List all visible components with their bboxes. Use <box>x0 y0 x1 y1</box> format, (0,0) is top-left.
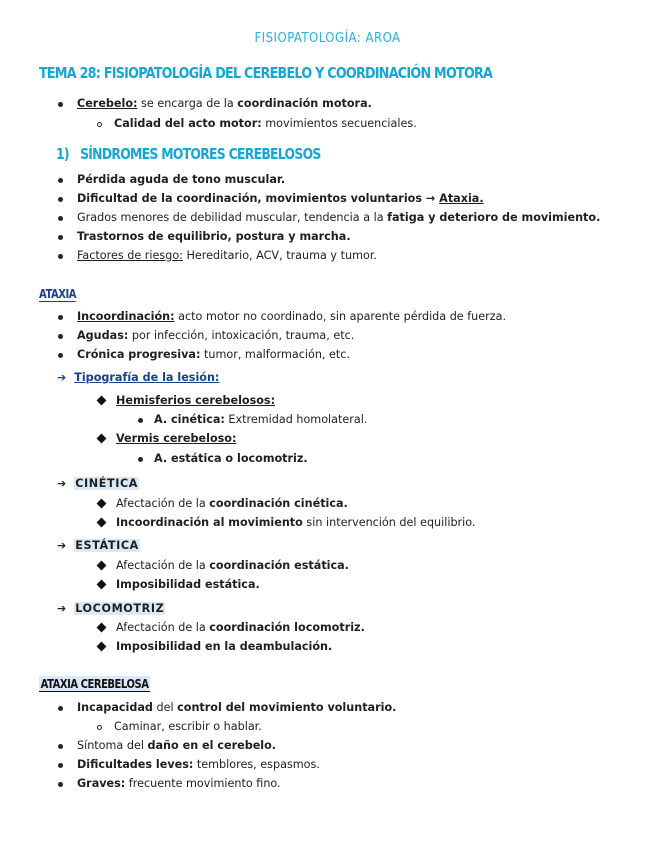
list-item <box>57 539 140 553</box>
bullet-circle <box>97 725 102 730</box>
arrow-right-icon: ➔ <box>57 539 67 552</box>
bullet-dot <box>138 418 143 423</box>
item-bold: daño en el cerebelo. <box>147 739 277 752</box>
item-label: Graves: <box>77 777 126 790</box>
list-item <box>98 559 349 573</box>
section-title: SÍNDROMES MOTORES CEREBELOSOS <box>80 145 321 163</box>
item-text: Pérdida aguda de tono muscular. <box>77 173 286 186</box>
arrow-right-icon: ➔ <box>57 602 67 615</box>
item-label: A. cinética: <box>154 413 225 426</box>
list-item <box>58 97 372 111</box>
list-item <box>58 192 484 206</box>
list-item <box>57 371 219 385</box>
arrow-right-icon: ➔ <box>57 477 67 490</box>
topic-title: TEMA 28: FISIOPATOLOGÍA DEL CEREBELO Y COORDINACIÓN MOTORA <box>39 64 493 82</box>
item-label: Incoordinación: <box>77 310 175 323</box>
cerebelo-bold: coordinación motora. <box>237 97 372 110</box>
bullet-dot <box>58 763 63 768</box>
cinetica-label: CINÉTICA <box>75 477 139 490</box>
arrow-right-icon: ➔ <box>57 371 67 384</box>
item-label: Vermis cerebeloso: <box>116 432 237 445</box>
list-item <box>57 477 139 491</box>
item-bold: coordinación locomotriz. <box>209 621 365 634</box>
item-text: A. estática o locomotriz. <box>154 452 308 465</box>
ataxia-heading: ATAXIA <box>39 286 77 301</box>
list-item <box>58 739 276 753</box>
bullet-dot <box>58 353 63 358</box>
list-item <box>138 452 308 466</box>
tipografia-label: Tipografía de la lesión: <box>74 371 220 384</box>
list-item <box>97 117 417 131</box>
list-item <box>98 432 236 446</box>
bullet-dot <box>58 706 63 711</box>
bullet-dot <box>58 782 63 787</box>
list-item <box>98 516 475 530</box>
diamond-bullet-icon <box>97 434 107 444</box>
item-bold: control del movimiento voluntario. <box>177 701 397 714</box>
item-bold: Imposibilidad estática. <box>116 578 260 591</box>
item-text: Caminar, escribir o hablar. <box>114 720 262 733</box>
item-text: Hereditario, ACV, trauma y tumor. <box>182 249 377 262</box>
list-item <box>58 211 600 225</box>
item-text: Grados menores de debilidad muscular, tendencia a la <box>77 211 388 224</box>
list-item <box>58 173 285 187</box>
list-item <box>98 394 275 408</box>
diamond-bullet-icon <box>97 642 107 652</box>
diamond-bullet-icon <box>97 561 107 571</box>
item-bold: Imposibilidad en la deambulación. <box>116 640 333 653</box>
item-text: Afectación de la <box>116 621 210 634</box>
locomotriz-label: LOCOMOTRIZ <box>75 602 165 615</box>
diamond-bullet-icon <box>97 580 107 590</box>
item-text: del <box>152 701 178 714</box>
bullet-dot <box>58 197 63 202</box>
item-text: temblores, espasmos. <box>193 758 320 771</box>
bullet-dot <box>58 216 63 221</box>
list-item <box>58 348 350 362</box>
page-header: FISIOPATOLOGÍA: AROA <box>254 31 401 46</box>
item-label: Dificultades leves: <box>77 758 194 771</box>
diamond-bullet-icon <box>97 518 107 528</box>
ataxia-cerebelosa-heading: ATAXIA CEREBELOSA <box>40 676 149 691</box>
item-bold: coordinación estática. <box>209 559 349 572</box>
bullet-circle <box>97 122 102 127</box>
item-text: Síntoma del <box>77 739 148 752</box>
item-text: Afectación de la <box>116 559 210 572</box>
calidad-label: Calidad del acto motor: <box>114 117 262 130</box>
list-item <box>98 640 332 654</box>
item-text: acto motor no coordinado, sin aparente pérdida de fuerza. <box>174 310 507 323</box>
item-text: Trastornos de equilibrio, postura y marcha. <box>77 230 351 243</box>
section-number: 1) <box>56 145 69 163</box>
item-text: Dificultad de la coordinación, movimientos voluntarios → <box>77 192 440 205</box>
list-item <box>58 329 354 343</box>
list-item <box>58 758 320 772</box>
item-bold: Incapacidad <box>77 701 153 714</box>
item-text: por infección, intoxicación, trauma, etc. <box>128 329 355 342</box>
calidad-text: movimientos secuenciales. <box>261 117 417 130</box>
list-item <box>97 720 262 734</box>
list-item <box>58 701 396 715</box>
item-bold: fatiga y deterioro de movimiento. <box>387 211 601 224</box>
item-label: Crónica progresiva: <box>77 348 201 361</box>
list-item <box>58 777 281 791</box>
item-label: Hemisferios cerebelosos: <box>116 394 276 407</box>
section-heading <box>56 145 321 163</box>
list-item <box>98 621 365 635</box>
list-item <box>138 413 367 427</box>
item-text: Extremidad homolateral. <box>224 413 368 426</box>
list-item <box>98 578 260 592</box>
ataxia-link: Ataxia. <box>439 192 484 205</box>
item-text: Afectación de la <box>116 497 210 510</box>
diamond-bullet-icon <box>97 396 107 406</box>
list-item <box>98 497 348 511</box>
bullet-dot <box>58 334 63 339</box>
item-text: frecuente movimiento fino. <box>125 777 281 790</box>
bullet-dot <box>58 744 63 749</box>
estatica-label: ESTÁTICA <box>75 539 139 552</box>
cerebelo-label: Cerebelo: <box>77 97 138 110</box>
cerebelo-text: se encarga de la <box>137 97 238 110</box>
bullet-dot <box>58 254 63 259</box>
item-label: Agudas: <box>77 329 129 342</box>
item-text: tumor, malformación, etc. <box>200 348 351 361</box>
item-bold: Incoordinación al movimiento <box>116 516 303 529</box>
bullet-dot <box>58 315 63 320</box>
item-text: sin intervención del equilibrio. <box>302 516 476 529</box>
bullet-dot <box>58 235 63 240</box>
diamond-bullet-icon <box>97 499 107 509</box>
item-bold: coordinación cinética. <box>209 497 348 510</box>
bullet-dot <box>58 178 63 183</box>
item-label: Factores de riesgo: <box>77 249 183 262</box>
diamond-bullet-icon <box>97 623 107 633</box>
list-item <box>58 310 506 324</box>
list-item <box>58 249 377 263</box>
bullet-dot <box>58 102 63 107</box>
list-item <box>57 602 165 616</box>
list-item <box>58 230 351 244</box>
bullet-dot <box>138 457 143 462</box>
